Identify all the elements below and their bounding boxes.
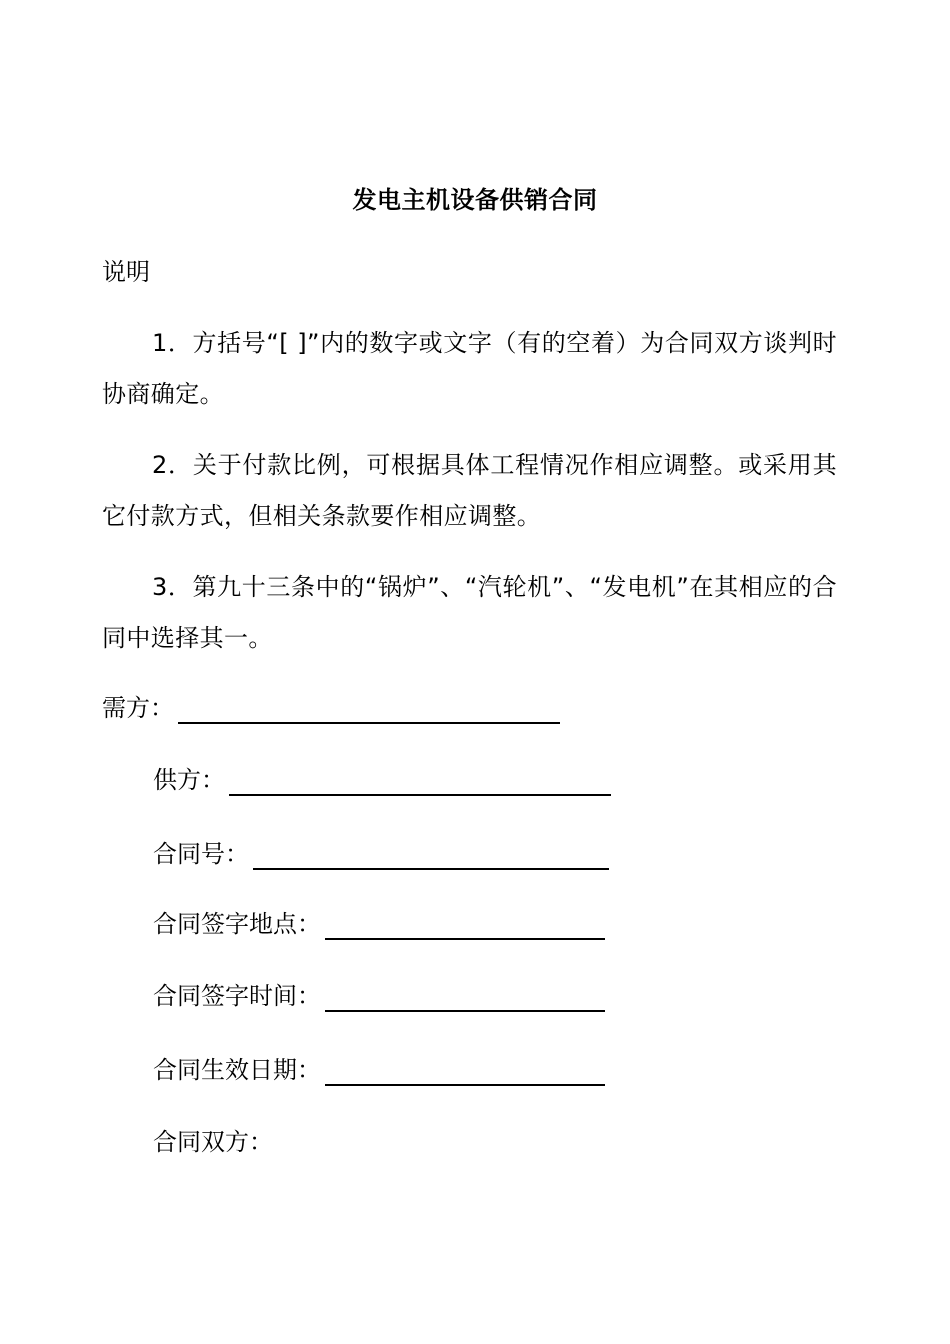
buyer-blank-line[interactable]	[178, 692, 560, 724]
sign-place-blank-line[interactable]	[325, 908, 605, 940]
effective-date-label: 合同生效日期：	[153, 1056, 321, 1084]
supplier-label: 供方：	[153, 766, 225, 794]
document-title: 发电主机设备供销合同	[352, 186, 598, 214]
buyer-label: 需方：	[102, 694, 174, 722]
note-item-3: 3．第九十三条中的“锅炉”、“汽轮机”、“发电机”在其相应的合同中选择其一。	[102, 573, 837, 652]
sign-place-field	[153, 904, 605, 944]
notes-heading: 说明	[102, 258, 150, 286]
sign-time-blank-line[interactable]	[325, 980, 605, 1012]
effective-date-blank-line[interactable]	[325, 1054, 605, 1086]
effective-date-field	[153, 1050, 605, 1090]
contract-no-blank-line[interactable]	[253, 838, 609, 870]
note-item-2: 2．关于付款比例，可根据具体工程情况作相应调整。或采用其它付款方式，但相关条款要作相应调整。	[102, 451, 837, 530]
contract-no-label: 合同号：	[153, 840, 249, 868]
buyer-field	[102, 688, 560, 728]
note-item-1: 1．方括号“[ ]”内的数字或文字（有的空着）为合同双方谈判时协商确定。	[102, 329, 837, 408]
parties-label: 合同双方：	[153, 1128, 273, 1156]
sign-place-label: 合同签字地点：	[153, 910, 321, 938]
sign-time-field	[153, 976, 605, 1016]
supplier-field	[153, 760, 611, 800]
sign-time-label: 合同签字时间：	[153, 982, 321, 1010]
contract-no-field	[153, 834, 609, 874]
supplier-blank-line[interactable]	[229, 764, 611, 796]
